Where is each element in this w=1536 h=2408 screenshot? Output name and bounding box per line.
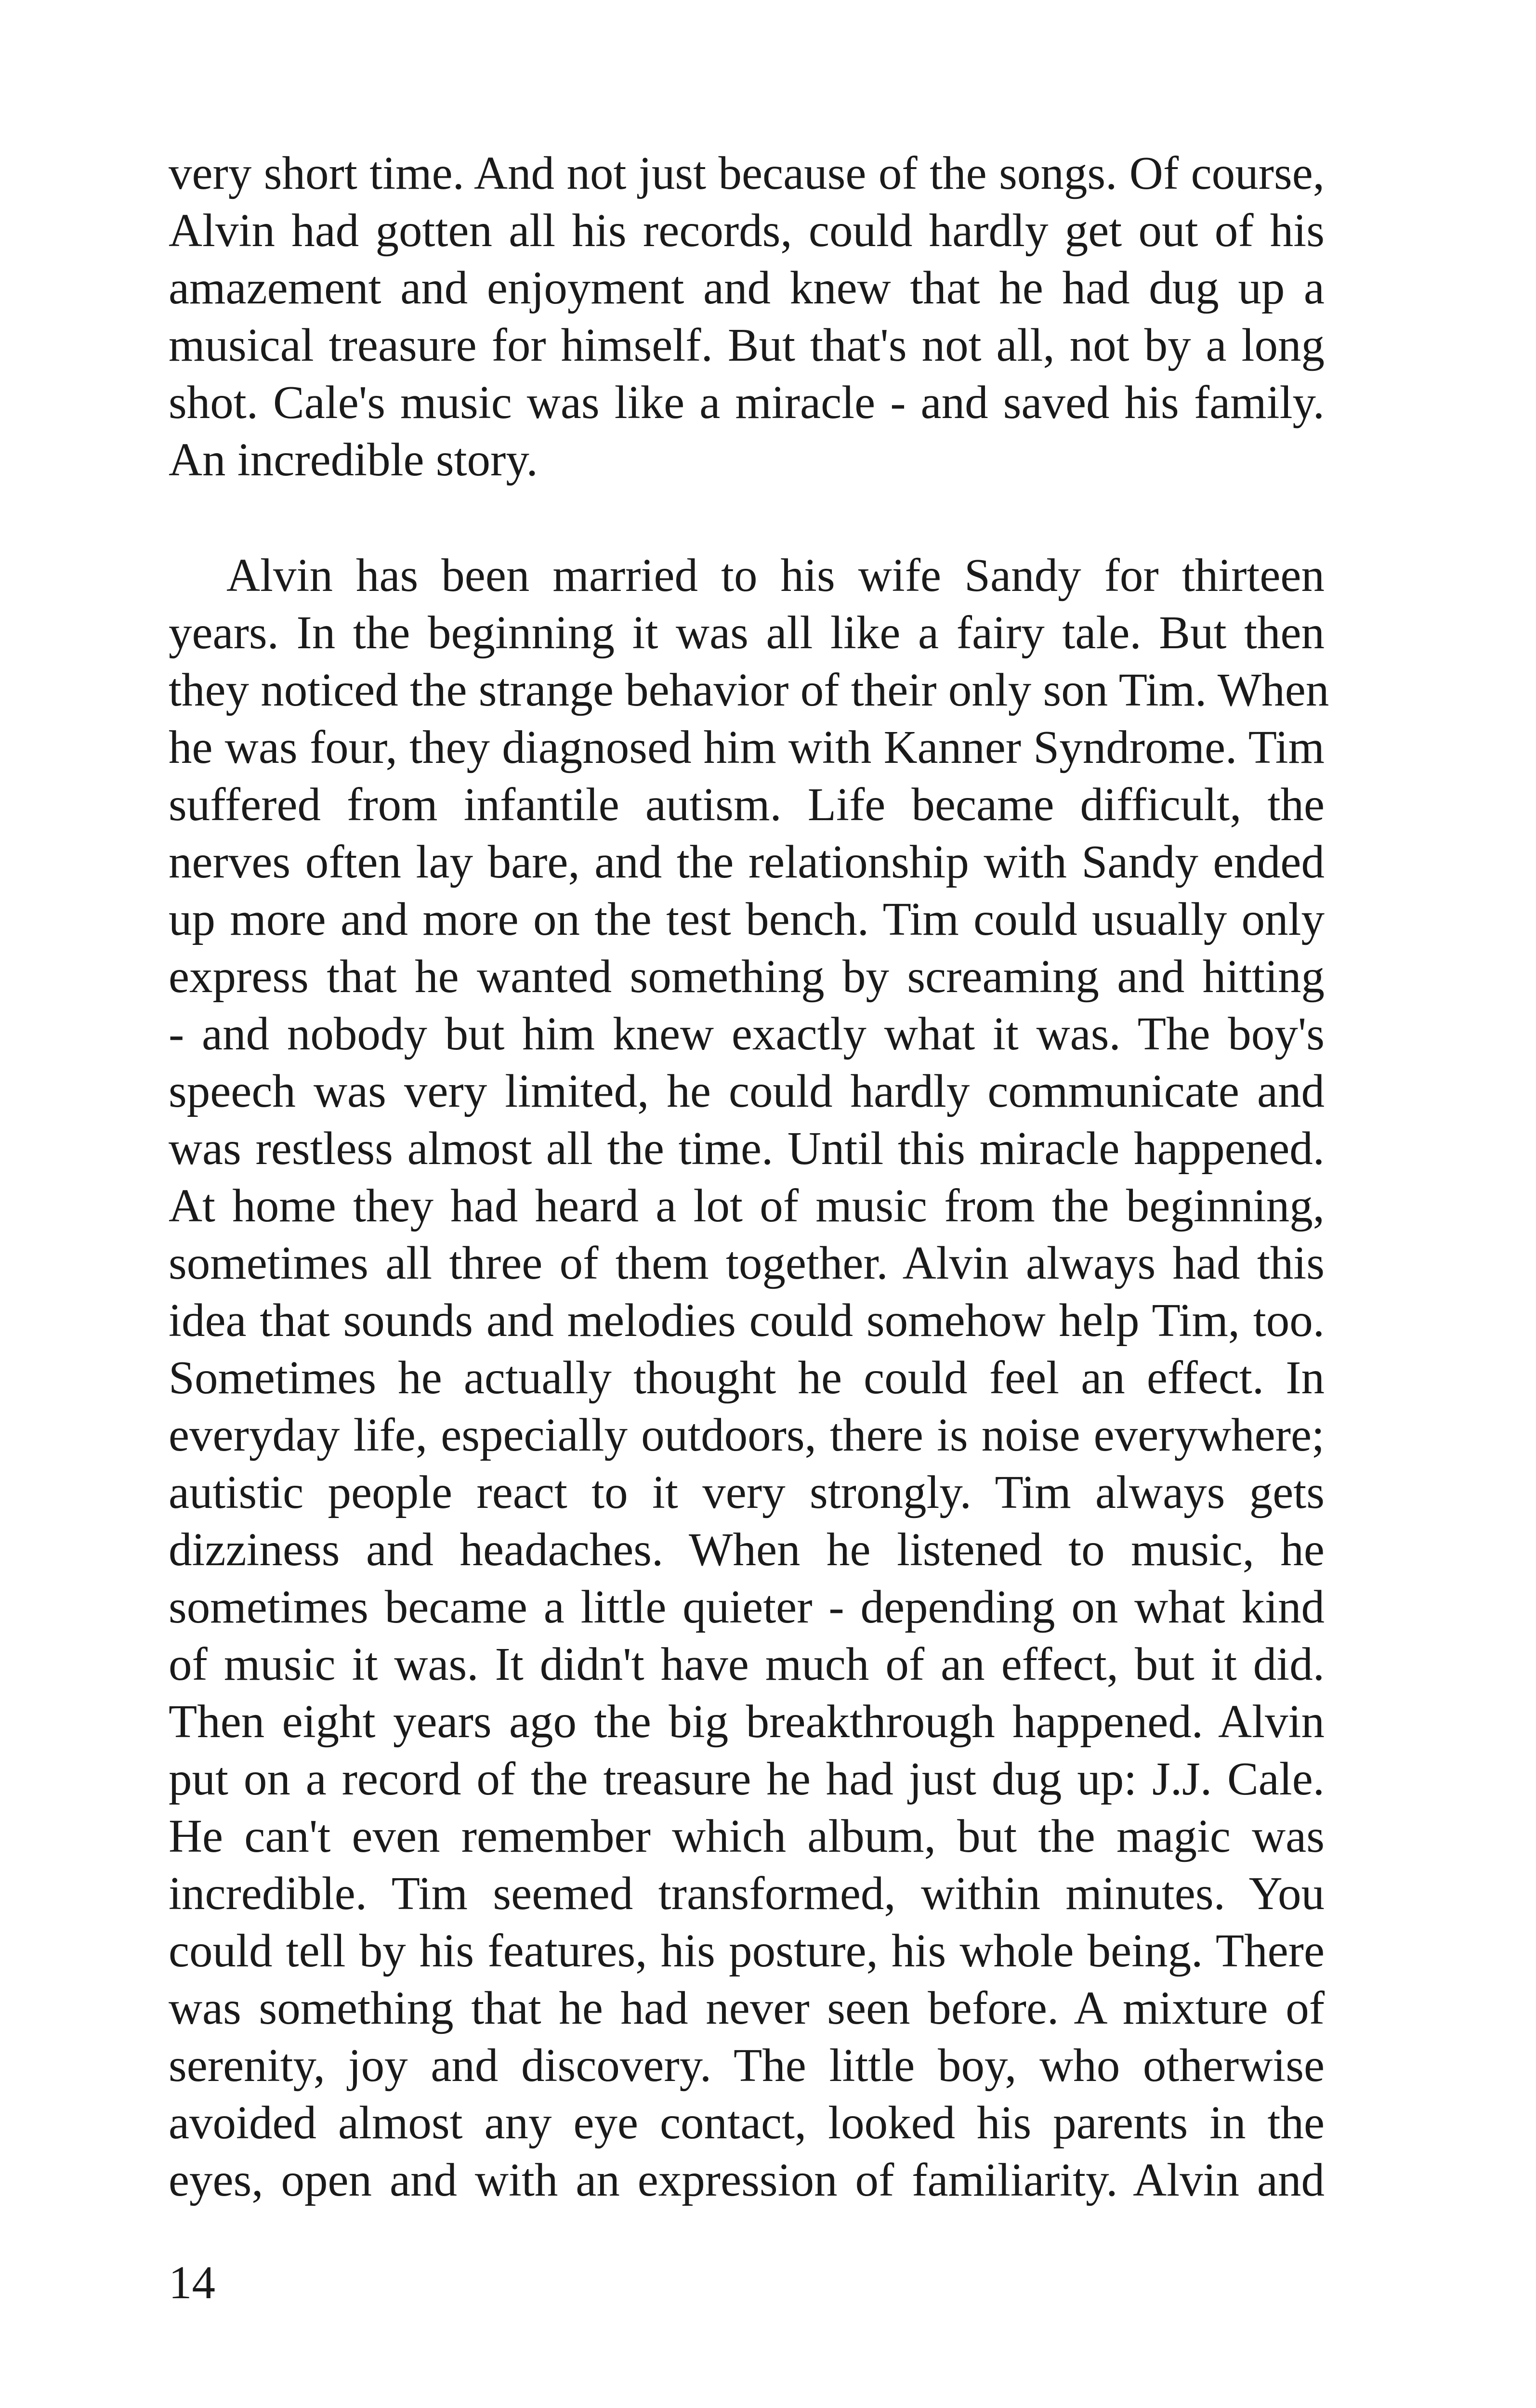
paragraph-line: sometimes became a little quieter - depending on what kind	[169, 1581, 1325, 1633]
paragraph-line: autistic people react to it very strongly. Tim always gets	[169, 1466, 1325, 1518]
paragraph-line: Alvin had gotten all his records, could hardly get out of his	[169, 205, 1325, 256]
paragraph-line: could tell by his features, his posture, his whole being. There	[169, 1925, 1325, 1976]
paragraph-2	[169, 547, 1329, 2209]
paragraph-line: amazement and enjoyment and knew that he had dug up a	[169, 262, 1325, 314]
paragraph-line: put on a record of the treasure he had just dug up: J.J. Cale.	[169, 1753, 1325, 1805]
paragraph-line: shot. Cale's music was like a miracle - and saved his family.	[169, 377, 1325, 428]
paragraph-line: Then eight years ago the big breakthrough happened. Alvin	[169, 1696, 1325, 1747]
paragraph-line: - and nobody but him knew exactly what it was. The boy's	[169, 1008, 1325, 1060]
paragraph-line: serenity, joy and discovery. The little boy, who otherwise	[169, 2040, 1325, 2091]
paragraph-line: incredible. Tim seemed transformed, within minutes. You	[169, 1868, 1325, 1919]
paragraph-line: sometimes all three of them together. Alvin always had this	[169, 1237, 1325, 1289]
paragraph-line: up more and more on the test bench. Tim could usually only	[169, 893, 1325, 945]
paragraph-line: he was four, they diagnosed him with Kanner Syndrome. Tim	[169, 721, 1325, 773]
paragraph-line: avoided almost any eye contact, looked his parents in the	[169, 2097, 1325, 2148]
paragraph-line: idea that sounds and melodies could somehow help Tim, too.	[169, 1295, 1325, 1346]
paragraph-line: was something that he had never seen before. A mixture of	[169, 1982, 1325, 2034]
paragraph-line: speech was very limited, he could hardly communicate and	[169, 1065, 1325, 1117]
paragraph-line: of music it was. It didn't have much of an effect, but it did.	[169, 1638, 1325, 1690]
paragraph-line: everyday life, especially outdoors, there is noise everywhere;	[169, 1409, 1325, 1461]
paragraph-line: suffered from infantile autism. Life became difficult, the	[169, 779, 1325, 830]
paragraph-line: At home they had heard a lot of music from the beginning,	[169, 1180, 1325, 1231]
paragraph-line: was restless almost all the time. Until this miracle happened.	[169, 1123, 1325, 1174]
paragraph-line: nerves often lay bare, and the relationship with Sandy ended	[169, 836, 1325, 888]
paragraph-line: Alvin has been married to his wife Sandy for thirteen	[226, 550, 1325, 601]
paragraph-line: express that he wanted something by screaming and hitting	[169, 951, 1325, 1002]
paragraph-line: eyes, open and with an expression of familiarity. Alvin and	[169, 2154, 1325, 2206]
paragraph-line: years. In the beginning it was all like a fairy tale. But then	[169, 607, 1325, 658]
paragraph-line: dizziness and headaches. When he listened to music, he	[169, 1524, 1325, 1575]
page-number: 14	[169, 2257, 215, 2308]
paragraph-line: musical treasure for himself. But that's not all, not by a long	[169, 319, 1325, 371]
paragraph-line: they noticed the strange behavior of their only son Tim. When	[169, 664, 1329, 716]
paragraph-line: very short time. And not just because of the songs. Of course,	[169, 147, 1325, 199]
paragraph-1	[169, 144, 1325, 488]
paragraph-line: Sometimes he actually thought he could feel an effect. In	[169, 1352, 1325, 1403]
paragraph-line: An incredible story.	[169, 434, 538, 485]
paragraph-line: He can't even remember which album, but the magic was	[169, 1810, 1325, 1862]
